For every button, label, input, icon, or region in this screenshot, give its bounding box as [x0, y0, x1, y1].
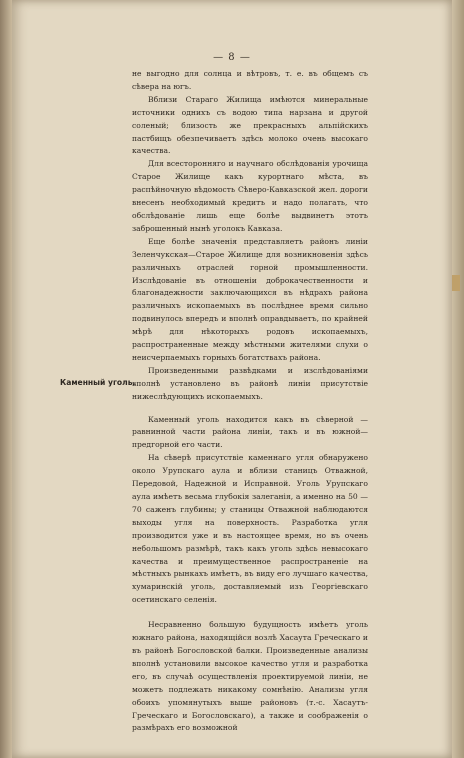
paragraph: Произведенными развѣдками и изслѣдованіями вполнѣ установлено въ районѣ линіи присутствіе нижеслѣдующихъ ископаемыхъ.: [132, 365, 368, 401]
paragraph: Для всесторонняго и научнаго обслѣдованія урочища Старое Жилище какъ курортнаго мѣста, въ распѣйночную вѣдомость Сѣверо-Кавказской жел. дороги внесенъ необходимый кредитъ и надо полагать, что обслѣдованіе лишь еще болѣе выдвинетъ этотъ заброшенный нынѣ уголокъ Кавказа.: [132, 159, 368, 233]
paragraph: Несравненно большую будущность имѣетъ уголь южнаго района, находящійся возлѣ Хасаута Греческаго и въ районѣ Богословской балки. Произведенные анализы вполнѣ установили высокое качество угля и разработка его, въ случаѣ осуществленія проектируемой линіи, не можетъ подлежать никакому сомнѣнію. Анализы угля обоихъ упомянутыхъ выше районовъ (т.-с. Хасаутъ-Греческаго и Богословскаго), а также и соображенія о размѣрахъ его возможной: [132, 620, 368, 733]
body-text: [132, 68, 368, 735]
paragraph: Еще болѣе значенія представляетъ районъ линіи Зеленчукская—Старое Жилище для возникновенія здѣсь различныхъ отраслей горной промышленности. Изслѣдованіе въ отношеніи доброкачественности и благонадежности заключающихся въ нѣдрахъ района различныхъ ископаемыхъ въ послѣднее время сильно подвинулось впередъ и вполнѣ оправдываетъ, по крайней мѣрѣ для нѣкоторыхъ родовъ ископаемыхъ, распространенные между мѣстными жителями слухи о неисчерпаемыхъ горныхъ богатствахъ района.: [132, 236, 368, 362]
paragraph: Каменный уголь находится какъ въ сѣверной — равнинной части района линіи, такъ и въ южной—предгорной его части.: [132, 414, 368, 450]
page-edge: [452, 0, 464, 758]
paragraph: не выгодно для солнца и вѣтровъ, т. е. въ общемъ съ сѣвера на югъ.: [132, 69, 368, 91]
side-heading: Каменный уголь.: [60, 378, 136, 387]
page-number: — 8 —: [213, 52, 251, 63]
paragraph: На сѣверѣ присутствіе каменнаго угля обнаружено около Урупскаго аула и вблизи станицъ Отважной, Передовой, Надежной и Исправной. Уголь Урупскаго аула имѣетъ весьма глубокія залеганія, а именно на 50 — 70 саженъ глубины; у станицы Отважной наблюдаются выходы угля на поверхность. Разработка угля производится уже и въ настоящее время, но въ очень небольшомъ размѣрѣ, такъ какъ уголь здѣсь невысокаго качества и преимущественное распространеніе на мѣстныхъ рынкахъ имѣетъ, въ виду его лучшаго качества, хумаринскій уголь, доставляемый изъ Георгіевскаго осетинскаго селенія.: [132, 453, 368, 605]
book-spine: [0, 0, 12, 758]
paragraph: Вблизи Стараго Жилища имѣются минеральные источники однихъ съ водою типа нарзана и другой соленый; близость же прекрасныхъ альпійскихъ пастбищъ обезпечиваетъ здѣсь молоко очень высокаго качества.: [132, 94, 368, 156]
bookmark-tab: [452, 275, 460, 291]
